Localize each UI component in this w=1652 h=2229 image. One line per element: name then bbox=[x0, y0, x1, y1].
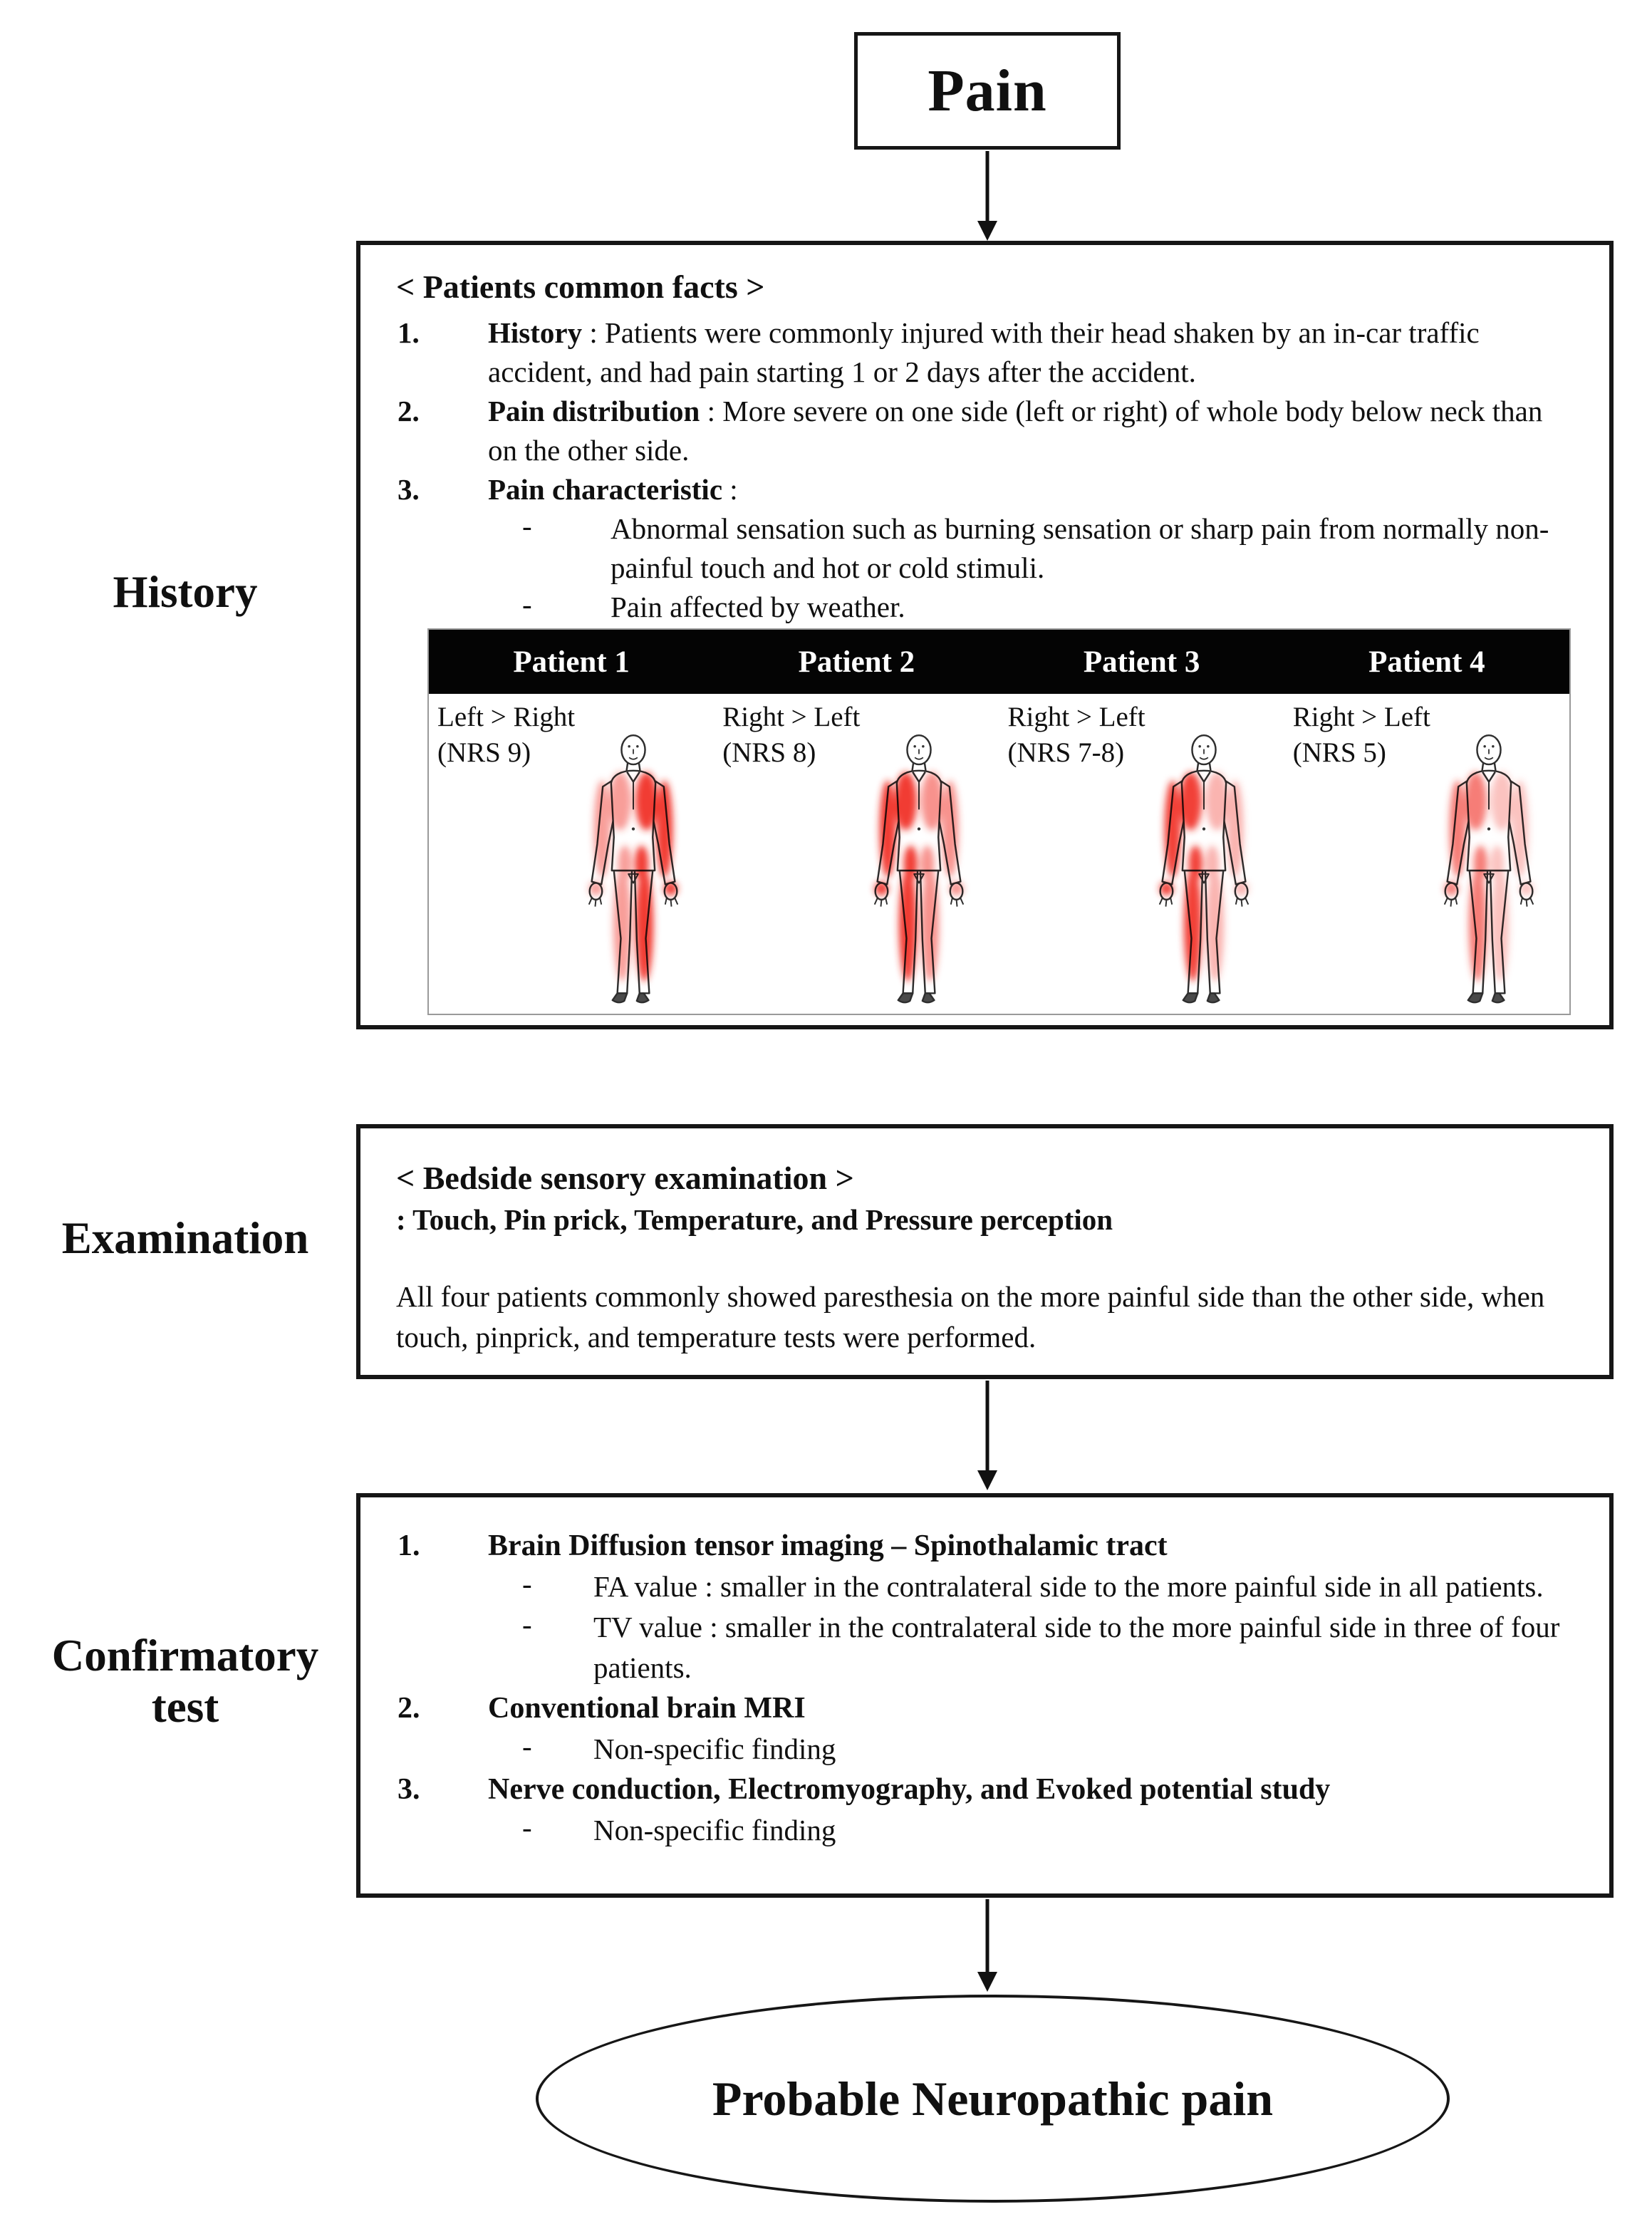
list-item-lead: History bbox=[488, 316, 583, 349]
patient-table-header bbox=[429, 630, 1569, 694]
list-item-text: Patients were commonly injured with their head shaken by an in-car traffic accident, and had pain starting 1 or 2 days after the accident. bbox=[488, 316, 1480, 388]
patient-4-header: Patient 4 bbox=[1368, 645, 1485, 679]
pain-characteristic-bullet-1 bbox=[396, 509, 1574, 588]
outcome-ellipse bbox=[536, 1995, 1450, 2203]
body-figure-patient-1 bbox=[581, 732, 685, 1009]
flow-arrow-down-3 bbox=[972, 1899, 1003, 1992]
bullet-dash: - bbox=[522, 588, 532, 620]
list-item-number: 2. bbox=[398, 395, 420, 427]
flow-arrow-down-1 bbox=[972, 151, 1003, 241]
body-figure-patient-3 bbox=[1152, 732, 1256, 1009]
pain-distribution: Left > Right bbox=[437, 702, 576, 732]
stage-label-confirmatory-line2: test bbox=[151, 1682, 219, 1732]
pain-distribution: Right > Left bbox=[1292, 702, 1430, 732]
patient-4-pain-label bbox=[1293, 700, 1430, 771]
bullet-dash: - bbox=[522, 1608, 532, 1641]
list-item-lead: Pain distribution bbox=[488, 395, 700, 427]
patient-pain-table bbox=[427, 628, 1571, 1015]
history-item-3 bbox=[396, 470, 1574, 509]
list-item-number: 3. bbox=[398, 1773, 420, 1806]
history-box-heading: < Patients common facts > bbox=[396, 269, 765, 305]
pain-distribution: Right > Left bbox=[1007, 702, 1146, 732]
patients-common-facts-box bbox=[356, 241, 1614, 1029]
bedside-examination-box bbox=[356, 1124, 1614, 1379]
body-figure-patient-2 bbox=[867, 732, 971, 1009]
examination-box-subheading: : Touch, Pin prick, Temperature, and Pressure perception bbox=[396, 1203, 1113, 1236]
stage-label-confirmatory bbox=[28, 1630, 342, 1732]
patient-1-pain-label bbox=[437, 700, 575, 771]
list-item-lead: Pain characteristic bbox=[488, 473, 723, 506]
patient-table-body bbox=[429, 694, 1569, 1012]
confirmatory-item-3-bullet-1 bbox=[396, 1810, 1574, 1851]
patient-2-header: Patient 2 bbox=[798, 645, 915, 679]
bullet-text: Non-specific finding bbox=[593, 1732, 836, 1765]
list-item-number: 1. bbox=[398, 1529, 420, 1562]
stage-label-confirmatory-line1: Confirmatory bbox=[51, 1631, 319, 1680]
stage-label-examination: Examination bbox=[61, 1213, 309, 1263]
bullet-text: Pain affected by weather. bbox=[611, 591, 905, 623]
list-item-separator: : bbox=[722, 473, 738, 506]
pain-distribution: Right > Left bbox=[722, 702, 861, 732]
bullet-dash: - bbox=[522, 1811, 532, 1844]
list-item-title: Conventional brain MRI bbox=[488, 1692, 806, 1725]
confirmatory-item-1-bullet-1 bbox=[396, 1566, 1574, 1607]
pain-nrs-score: (NRS 8) bbox=[722, 737, 816, 768]
history-item-1 bbox=[396, 313, 1574, 392]
examination-box-heading: < Bedside sensory examination > bbox=[396, 1160, 854, 1196]
confirmatory-item-1-title bbox=[396, 1526, 1574, 1566]
confirmatory-test-box bbox=[356, 1493, 1614, 1898]
pain-characteristic-bullet-2 bbox=[396, 588, 1574, 627]
list-item-number: 3. bbox=[398, 473, 420, 506]
pain-nrs-score: (NRS 7-8) bbox=[1007, 737, 1125, 768]
patient-2-cell bbox=[714, 694, 999, 1012]
pain-label: Pain bbox=[928, 58, 1047, 124]
list-item-text: More severe on one side (left or right) of whole body below neck than on the other side. bbox=[488, 395, 1543, 467]
pain-nrs-score: (NRS 5) bbox=[1292, 737, 1386, 768]
bullet-dash: - bbox=[522, 1567, 532, 1600]
list-item-number: 2. bbox=[398, 1692, 420, 1725]
confirmatory-item-1-bullet-2 bbox=[396, 1607, 1574, 1688]
outcome-label: Probable Neuropathic pain bbox=[712, 2071, 1274, 2126]
confirmatory-item-2-title bbox=[396, 1688, 1574, 1729]
bullet-text: FA value : smaller in the contralateral side to the more painful side in all patients. bbox=[593, 1570, 1544, 1603]
pain-nrs-score: (NRS 9) bbox=[437, 737, 531, 768]
patient-4-cell bbox=[1284, 694, 1569, 1012]
body-figure-patient-4 bbox=[1437, 732, 1541, 1009]
bullet-text: TV value : smaller in the contralateral side to the more painful side in three of four patients. bbox=[593, 1611, 1560, 1684]
patient-3-header: Patient 3 bbox=[1083, 645, 1200, 679]
history-item-2 bbox=[396, 392, 1574, 470]
bullet-dash: - bbox=[522, 509, 532, 542]
patient-1-cell bbox=[429, 694, 714, 1012]
patient-3-cell bbox=[999, 694, 1284, 1012]
list-item-separator: : bbox=[700, 395, 723, 427]
list-item-title: Brain Diffusion tensor imaging – Spinothalamic tract bbox=[488, 1529, 1168, 1562]
confirmatory-item-2-bullet-1 bbox=[396, 1729, 1574, 1770]
examination-box-body: All four patients commonly showed paresthesia on the more painful side than the other side, when touch, pinprick, and temperature tests were performed. bbox=[396, 1280, 1545, 1353]
stage-label-history: History bbox=[113, 567, 258, 617]
list-item-number: 1. bbox=[398, 316, 420, 349]
bullet-dash: - bbox=[522, 1730, 532, 1762]
flow-arrow-down-2 bbox=[972, 1381, 1003, 1490]
patient-1-header: Patient 1 bbox=[513, 645, 630, 679]
patient-2-pain-label bbox=[722, 700, 860, 771]
pain-start-box bbox=[854, 32, 1121, 150]
list-item-separator: : bbox=[582, 316, 605, 349]
confirmatory-item-3-title bbox=[396, 1770, 1574, 1810]
list-item-title: Nerve conduction, Electromyography, and Evoked potential study bbox=[488, 1773, 1331, 1806]
bullet-text: Non-specific finding bbox=[593, 1814, 836, 1846]
patient-3-pain-label bbox=[1008, 700, 1146, 771]
bullet-text: Abnormal sensation such as burning sensation or sharp pain from normally non-painful touch and hot or cold stimuli. bbox=[611, 512, 1549, 584]
